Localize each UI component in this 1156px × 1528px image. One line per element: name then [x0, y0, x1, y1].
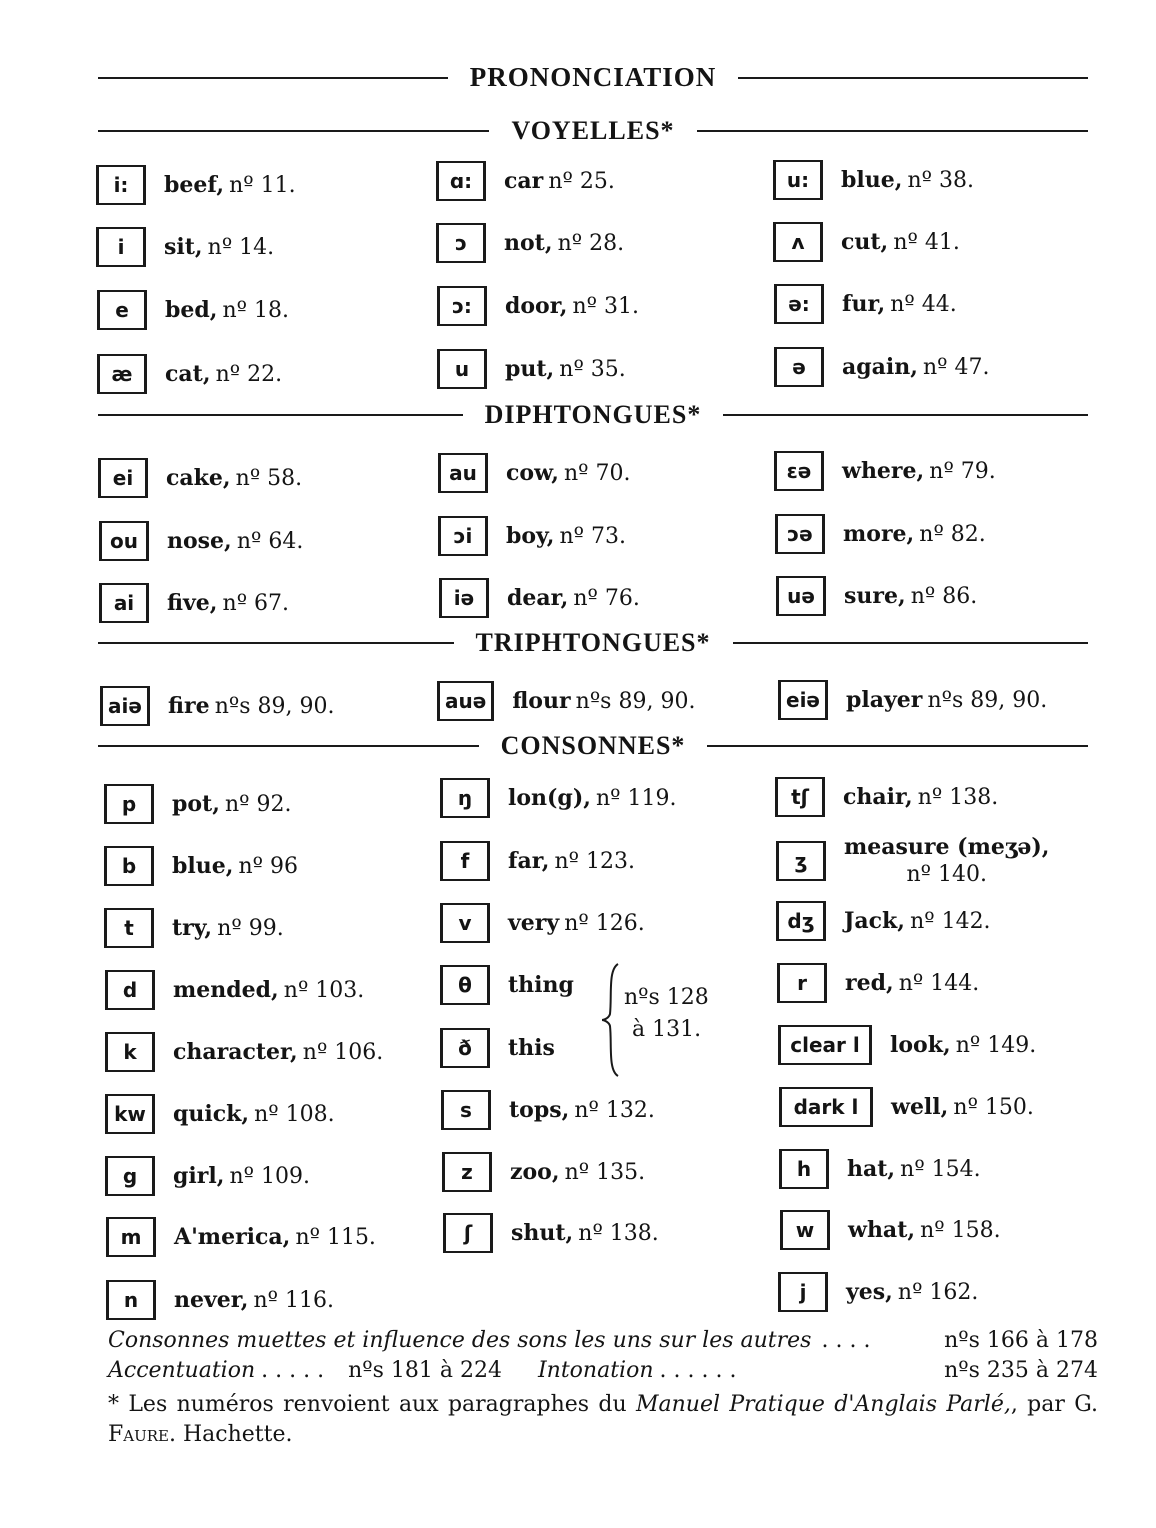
- example-word: hat,: [847, 1156, 896, 1182]
- example-word: blue,: [841, 167, 903, 193]
- paragraph-ref: nº 22.: [215, 361, 283, 387]
- example-word: far,: [508, 848, 550, 874]
- phoneme-symbol: ou: [99, 521, 149, 561]
- phoneme-entry: [105, 967, 364, 1013]
- phoneme-entry: [777, 960, 979, 1006]
- example-word: yes,: [846, 1279, 893, 1305]
- phoneme-symbol: ə: [774, 347, 824, 387]
- heading-rule: [98, 414, 463, 416]
- section-title: TRIPHTONGUES*: [475, 628, 711, 657]
- phoneme-symbol: ai: [99, 583, 149, 623]
- phoneme-entry: [778, 677, 1047, 723]
- paragraph-ref: nº 116.: [253, 1287, 335, 1313]
- phoneme-symbol: ð: [440, 1028, 490, 1068]
- phoneme-entry: [440, 962, 574, 1008]
- phoneme-entry: [773, 157, 974, 203]
- heading-rule: [98, 77, 448, 79]
- paragraph-ref: nº 144.: [898, 970, 980, 996]
- phoneme-symbol: ɔ:: [437, 286, 487, 326]
- example-word: bed,: [165, 297, 218, 323]
- phoneme-entry: [440, 838, 635, 884]
- phoneme-entry: [443, 1210, 659, 1256]
- phoneme-entry: [779, 1146, 981, 1192]
- example-word: flour: [512, 688, 571, 714]
- phoneme-symbol: v: [440, 903, 490, 943]
- example-word: try,: [172, 915, 213, 941]
- phoneme-symbol: ə:: [774, 284, 824, 324]
- page-title: PRONONCIATION: [469, 62, 717, 92]
- phoneme-symbol: i: [96, 227, 146, 267]
- paragraph-ref: nº 103.: [283, 977, 365, 1003]
- section-title: VOYELLES*: [511, 116, 675, 145]
- phoneme-symbol: iə: [439, 578, 489, 618]
- example-word: red,: [845, 970, 894, 996]
- paragraph-ref: nº 35.: [559, 356, 626, 382]
- paragraph-ref: nº 135.: [564, 1159, 646, 1185]
- phoneme-entry: [106, 1214, 376, 1260]
- phoneme-entry: [100, 683, 334, 729]
- example-word: not,: [504, 230, 553, 256]
- phoneme-symbol: ʃ: [443, 1213, 493, 1253]
- paragraph-ref: nº 96: [238, 853, 299, 879]
- footnote-prefix: * Les numéros renvoient aux paragraphes du: [108, 1392, 627, 1417]
- phoneme-entry: [437, 283, 639, 329]
- phoneme-entry: [438, 450, 630, 496]
- paragraph-ref: nº 79.: [929, 458, 996, 484]
- phoneme-entry: [774, 344, 990, 390]
- phoneme-entry: [99, 518, 303, 564]
- phoneme-entry: [105, 1029, 383, 1075]
- section-heading-diphtongues: [98, 400, 1088, 430]
- heading-rule: [697, 130, 1088, 132]
- phoneme-symbol: ʒ: [776, 841, 826, 881]
- phoneme-symbol: ɑ:: [436, 161, 486, 201]
- phoneme-symbol: f: [440, 841, 490, 881]
- brace-icon: [600, 962, 624, 1078]
- phoneme-symbol: uə: [776, 576, 826, 616]
- phoneme-symbol: æ: [97, 354, 147, 394]
- paragraph-ref: nº 119.: [595, 785, 677, 811]
- paragraph-ref: nº 82.: [919, 521, 986, 547]
- footer-line-2: [108, 1358, 1098, 1383]
- paragraph-ref: nº 115.: [295, 1224, 376, 1250]
- example-word: pot,: [172, 791, 220, 817]
- example-word: never,: [174, 1287, 249, 1313]
- phoneme-entry: [436, 158, 615, 204]
- example-word: look,: [890, 1032, 951, 1058]
- footer-label: Consonnes muettes et influence des sons les uns sur les autres: [108, 1328, 812, 1353]
- bracket-note-line1: nºs 128: [624, 985, 709, 1010]
- phoneme-entry: [773, 219, 960, 265]
- paragraph-ref: nºs 89, 90.: [575, 688, 696, 714]
- phoneme-entry: [440, 1025, 555, 1071]
- footnote-mid: , par G.: [1010, 1392, 1098, 1417]
- phoneme-entry: [437, 346, 626, 392]
- phoneme-symbol: ɛə: [774, 451, 824, 491]
- footer-dots: . . . .: [821, 1328, 871, 1353]
- phoneme-entry: [778, 1022, 1036, 1068]
- phoneme-symbol: ei: [98, 458, 148, 498]
- example-word: sure,: [844, 583, 906, 609]
- footnote-author: Faure: [108, 1422, 169, 1447]
- heading-rule: [733, 642, 1089, 644]
- footer-dots: . . . . .: [261, 1358, 325, 1383]
- phoneme-symbol: g: [105, 1156, 155, 1196]
- phoneme-symbol: r: [777, 963, 827, 1003]
- heading-rule: [98, 745, 479, 747]
- footer-label: Intonation: [537, 1358, 654, 1383]
- paragraph-ref: nº 108.: [254, 1101, 335, 1127]
- paragraph-ref: nº 14.: [207, 234, 275, 260]
- phoneme-entry: [778, 1269, 978, 1315]
- example-word: fire: [168, 693, 210, 719]
- phoneme-entry: [96, 224, 274, 270]
- paragraph-ref: nº 28.: [557, 230, 625, 256]
- phoneme-symbol: p: [104, 784, 154, 824]
- phoneme-entry: [106, 1277, 334, 1323]
- phoneme-symbol: s: [441, 1090, 491, 1130]
- paragraph-ref: nºs 89, 90.: [927, 687, 1048, 713]
- paragraph-ref: nº 154.: [900, 1156, 981, 1182]
- example-word: sit,: [164, 234, 203, 260]
- example-word: cake,: [166, 465, 231, 491]
- heading-rule: [98, 642, 454, 644]
- footer-line-1: [108, 1328, 1098, 1353]
- example-word: blue,: [172, 853, 234, 879]
- phoneme-entry: [98, 455, 302, 501]
- phoneme-entry: [774, 281, 957, 327]
- phoneme-entry: [780, 1207, 1001, 1253]
- phoneme-entry: [436, 220, 624, 266]
- paragraph-ref: nº 76.: [573, 585, 640, 611]
- example-word: dear,: [507, 585, 569, 611]
- phoneme-entry: [776, 898, 991, 944]
- paragraph-ref: nº 138.: [917, 784, 999, 810]
- phoneme-entry: [97, 287, 289, 333]
- paragraph-ref: nº 140.: [906, 861, 987, 887]
- phoneme-entry: [776, 573, 977, 619]
- phoneme-entry: [775, 511, 986, 557]
- paragraph-ref: nº 92.: [224, 791, 292, 817]
- phoneme-symbol: dark l: [779, 1087, 873, 1127]
- footer-label: Accentuation: [108, 1358, 256, 1383]
- example-word: this: [508, 1035, 555, 1061]
- paragraph-ref: nº 142.: [910, 908, 991, 934]
- paragraph-ref: nº 18.: [222, 297, 290, 323]
- phoneme-symbol: ɔə: [775, 514, 825, 554]
- phoneme-entry: [776, 833, 1050, 887]
- section-heading-triphtongues: [98, 628, 1088, 658]
- example-word: character,: [173, 1039, 298, 1065]
- example-word: zoo,: [510, 1159, 560, 1185]
- example-word: girl,: [173, 1163, 225, 1189]
- main-heading: [98, 62, 1088, 93]
- phoneme-entry: [438, 513, 626, 559]
- footer-dots: . . . . . .: [659, 1358, 737, 1383]
- section-title: DIPHTONGUES*: [484, 400, 702, 429]
- example-word: thing: [508, 972, 574, 998]
- example-word: player: [846, 687, 923, 713]
- phoneme-symbol: d: [105, 970, 155, 1010]
- phoneme-symbol: kw: [105, 1094, 155, 1134]
- paragraph-ref: nº 126.: [564, 910, 645, 936]
- footnote: [108, 1390, 1098, 1450]
- phoneme-entry: [437, 678, 695, 724]
- example-word: cat,: [165, 361, 211, 387]
- footnote-book-title: Manuel Pratique d'Anglais Parlé,: [635, 1392, 1011, 1417]
- paragraph-ref: nº 64.: [236, 528, 304, 554]
- example-word: tops,: [509, 1097, 570, 1123]
- paragraph-ref: nº 44.: [890, 291, 957, 317]
- example-word: lon(g),: [508, 785, 591, 811]
- phoneme-entry: [442, 1149, 645, 1195]
- phoneme-entry: [779, 1084, 1034, 1130]
- paragraph-ref: nº 73.: [559, 523, 626, 549]
- paragraph-ref: nº 38.: [907, 167, 974, 193]
- multi-line-example: [844, 834, 1049, 889]
- phoneme-symbol: z: [442, 1152, 492, 1192]
- paragraph-ref: nº 138.: [578, 1220, 659, 1246]
- example-word: what,: [848, 1217, 916, 1243]
- paragraph-ref: nº 149.: [955, 1032, 1037, 1058]
- example-word: car: [504, 168, 544, 194]
- phoneme-symbol: n: [106, 1280, 156, 1320]
- paragraph-ref: nº 162.: [897, 1279, 979, 1305]
- example-word: mended,: [173, 977, 279, 1003]
- phoneme-entry: [440, 775, 676, 821]
- paragraph-ref: nº 109.: [229, 1163, 310, 1189]
- example-word: well,: [891, 1094, 949, 1120]
- example-word: shut,: [511, 1220, 574, 1246]
- phoneme-symbol: t: [104, 908, 154, 948]
- phoneme-symbol: j: [778, 1272, 828, 1312]
- paragraph-ref: nº 70.: [563, 460, 631, 486]
- phoneme-symbol: ʌ: [773, 222, 823, 262]
- example-word: A'merica,: [174, 1224, 291, 1250]
- phoneme-symbol: θ: [440, 965, 490, 1005]
- phoneme-entry: [97, 351, 282, 397]
- heading-rule: [707, 745, 1088, 747]
- example-word: very: [508, 910, 560, 936]
- footer-ref: nºs 181 à 224: [348, 1358, 502, 1383]
- example-word: Jack,: [844, 908, 905, 934]
- phoneme-symbol: w: [780, 1210, 830, 1250]
- phoneme-symbol: h: [779, 1149, 829, 1189]
- paragraph-ref: nº 123.: [554, 848, 635, 874]
- example-word: door,: [505, 293, 568, 319]
- example-word: again,: [842, 354, 918, 380]
- example-word: quick,: [173, 1101, 250, 1127]
- phoneme-symbol: aiə: [100, 686, 150, 726]
- paragraph-ref: nºs 89, 90.: [214, 693, 335, 719]
- phoneme-entry: [439, 575, 640, 621]
- example-word: more,: [843, 521, 915, 547]
- paragraph-ref: nº 25.: [548, 168, 615, 194]
- phoneme-entry: [775, 774, 998, 820]
- phoneme-entry: [104, 905, 284, 951]
- paragraph-ref: nº 41.: [893, 229, 960, 255]
- phoneme-entry: [441, 1087, 655, 1133]
- phoneme-symbol: e: [97, 290, 147, 330]
- example-word: put,: [505, 356, 555, 382]
- bracket-note: [600, 962, 710, 1078]
- footer-ref: nºs 235 à 274: [944, 1358, 1098, 1383]
- phoneme-symbol: ŋ: [440, 778, 490, 818]
- phoneme-entry: [99, 580, 289, 626]
- example-word: cow,: [506, 460, 559, 486]
- phoneme-symbol: auə: [437, 681, 494, 721]
- phoneme-entry: [104, 843, 298, 889]
- phoneme-symbol: au: [438, 453, 488, 493]
- phoneme-symbol: k: [105, 1032, 155, 1072]
- example-word: where,: [842, 458, 925, 484]
- example-word: cut,: [841, 229, 889, 255]
- example-word: nose,: [167, 528, 232, 554]
- section-heading-voyelles: [98, 116, 1088, 146]
- paragraph-ref: nº 99.: [217, 915, 284, 941]
- paragraph-ref: nº 67.: [222, 590, 290, 616]
- phoneme-entry: [774, 448, 996, 494]
- phoneme-entry: [104, 781, 291, 827]
- section-title: CONSONNES*: [500, 731, 686, 760]
- section-heading-consonnes: [98, 731, 1088, 761]
- phoneme-entry: [105, 1091, 335, 1137]
- paragraph-ref: nº 132.: [574, 1097, 655, 1123]
- phoneme-symbol: u:: [773, 160, 823, 200]
- phoneme-entry: [440, 900, 645, 946]
- paragraph-ref: nº 106.: [302, 1039, 384, 1065]
- phoneme-entry: [96, 162, 296, 208]
- bracket-note-text: [624, 982, 709, 1046]
- example-word: five,: [167, 590, 218, 616]
- phoneme-symbol: ɔi: [438, 516, 488, 556]
- footnote-suffix: . Hachette.: [168, 1422, 293, 1447]
- paragraph-ref: nº 58.: [235, 465, 303, 491]
- paragraph-ref: nº 31.: [572, 293, 639, 319]
- paragraph-ref: nº 11.: [229, 172, 296, 198]
- paragraph-ref: nº 158.: [920, 1217, 1001, 1243]
- phoneme-entry: [105, 1153, 310, 1199]
- phoneme-symbol: ɔ: [436, 223, 486, 263]
- bracket-note-line2: à 131.: [632, 1017, 702, 1042]
- heading-rule: [98, 130, 489, 132]
- example-word: fur,: [842, 291, 886, 317]
- phoneme-symbol: eiə: [778, 680, 828, 720]
- phoneme-symbol: tʃ: [775, 777, 825, 817]
- example-word: beef,: [164, 172, 225, 198]
- paragraph-ref: nº 86.: [910, 583, 978, 609]
- example-word: measure (meʒə),: [844, 833, 1050, 860]
- phoneme-symbol: u: [437, 349, 487, 389]
- phoneme-symbol: b: [104, 846, 154, 886]
- heading-rule: [738, 77, 1088, 79]
- example-word: boy,: [506, 523, 555, 549]
- phoneme-symbol: clear l: [778, 1025, 872, 1065]
- example-word: chair,: [843, 784, 913, 810]
- phoneme-symbol: m: [106, 1217, 156, 1257]
- phoneme-symbol: dʒ: [776, 901, 826, 941]
- paragraph-ref: nº 47.: [923, 354, 990, 380]
- paragraph-ref: nº 150.: [953, 1094, 1034, 1120]
- heading-rule: [723, 414, 1088, 416]
- phoneme-symbol: i:: [96, 165, 146, 205]
- footer-ref: nºs 166 à 178: [944, 1328, 1098, 1353]
